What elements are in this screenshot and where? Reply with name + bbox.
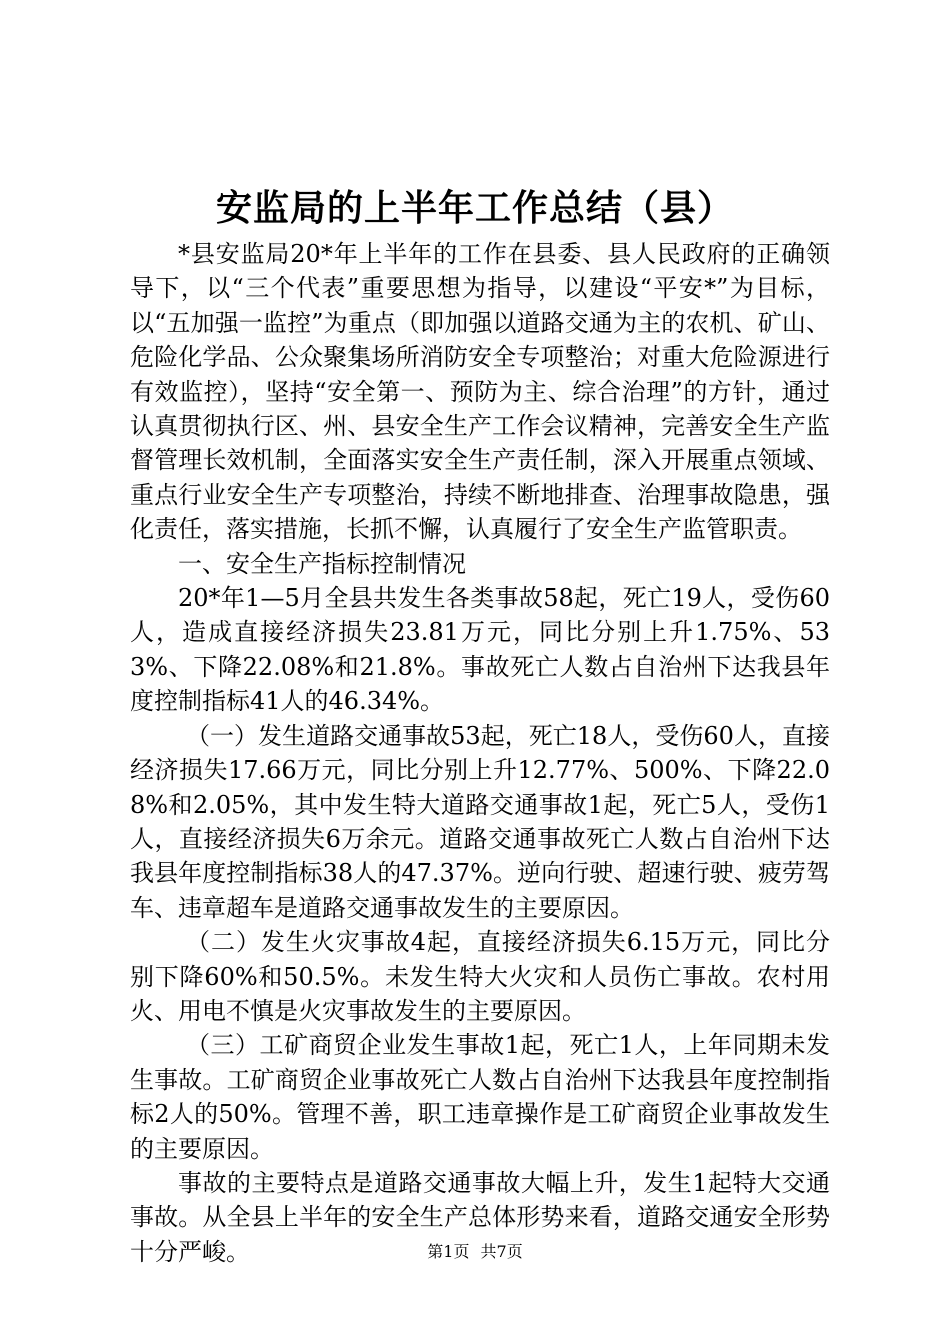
intro-paragraph: *县安监局20*年上半年的工作在县委、县人民政府的正确领导下，以“三个代表”重要思想为指导，以建设“平安*”为目标，以“五加强一监控”为重点（即加强以道路交通为主的农机、矿山、危险化学品、公众聚集场所消防安全专项整治；对重大危险源进行有效监控），坚持“安全第一、预防为主、综合治理”的方针，通过认真贯彻执行区、州、县安全生产工作会议精神，完善安全生产监督管理长效机制，全面落实安全生产责任制，深入开展重点领域、重点行业安全生产专项整治，持续不断地排查、治理事故隐患，强化责任，落实措施，长抓不懈，认真履行了安全生产监管职责。: [130, 240, 830, 544]
document-title: 安监局的上半年工作总结（县）: [215, 187, 734, 229]
traffic-accident-paragraph: （一）发生道路交通事故53起，死亡18人，受伤60人，直接经济损失17.66万元，同比分别上升12.77%、500%、下降22.08%和2.05%，其中发生特大道路交通事故1起，死亡5人，受伤1人，直接经济损失6万余元。道路交通事故死亡人数占自治州下达我县年度控制指标38人的47.37%。逆向行驶、超速行驶、疲劳驾车、违章超车是道路交通事故发生的主要原因。: [130, 721, 830, 922]
page-footer: [0, 1240, 950, 1264]
industrial-accident-paragraph: （三）工矿商贸企业发生事故1起，死亡1人，上年同期未发生事故。工矿商贸企业事故死亡人数占自治州下达我县年度控制指标2人的50%。管理不善，职工违章操作是工矿商贸企业事故发生的主要原因。: [130, 1031, 830, 1163]
document-body: [130, 237, 830, 1269]
section-heading: 一、安全生产指标控制情况: [178, 549, 466, 578]
fire-accident-paragraph: （二）发生火灾事故4起，直接经济损失6.15万元，同比分别下降60%和50.5%。未发生特大火灾和人员伤亡事故。农村用火、用电不慎是火灾事故发生的主要原因。: [130, 928, 830, 1025]
page-total: 共7页: [480, 1242, 523, 1261]
features-paragraph: 事故的主要特点是道路交通事故大幅上升，发生1起特大交通事故。从全县上半年的安全生产总体形势来看，道路交通安全形势十分严峻。: [130, 1168, 830, 1266]
page-number: 第1页: [427, 1242, 470, 1261]
summary-paragraph: 20*年1—5月全县共发生各类事故58起，死亡19人，受伤60人，造成直接经济损失23.81万元，同比分别上升1.75%、533%、下降22.08%和21.8%。事故死亡人数占自治州下达我县年度控制指标41人的46.34%。: [130, 584, 830, 716]
